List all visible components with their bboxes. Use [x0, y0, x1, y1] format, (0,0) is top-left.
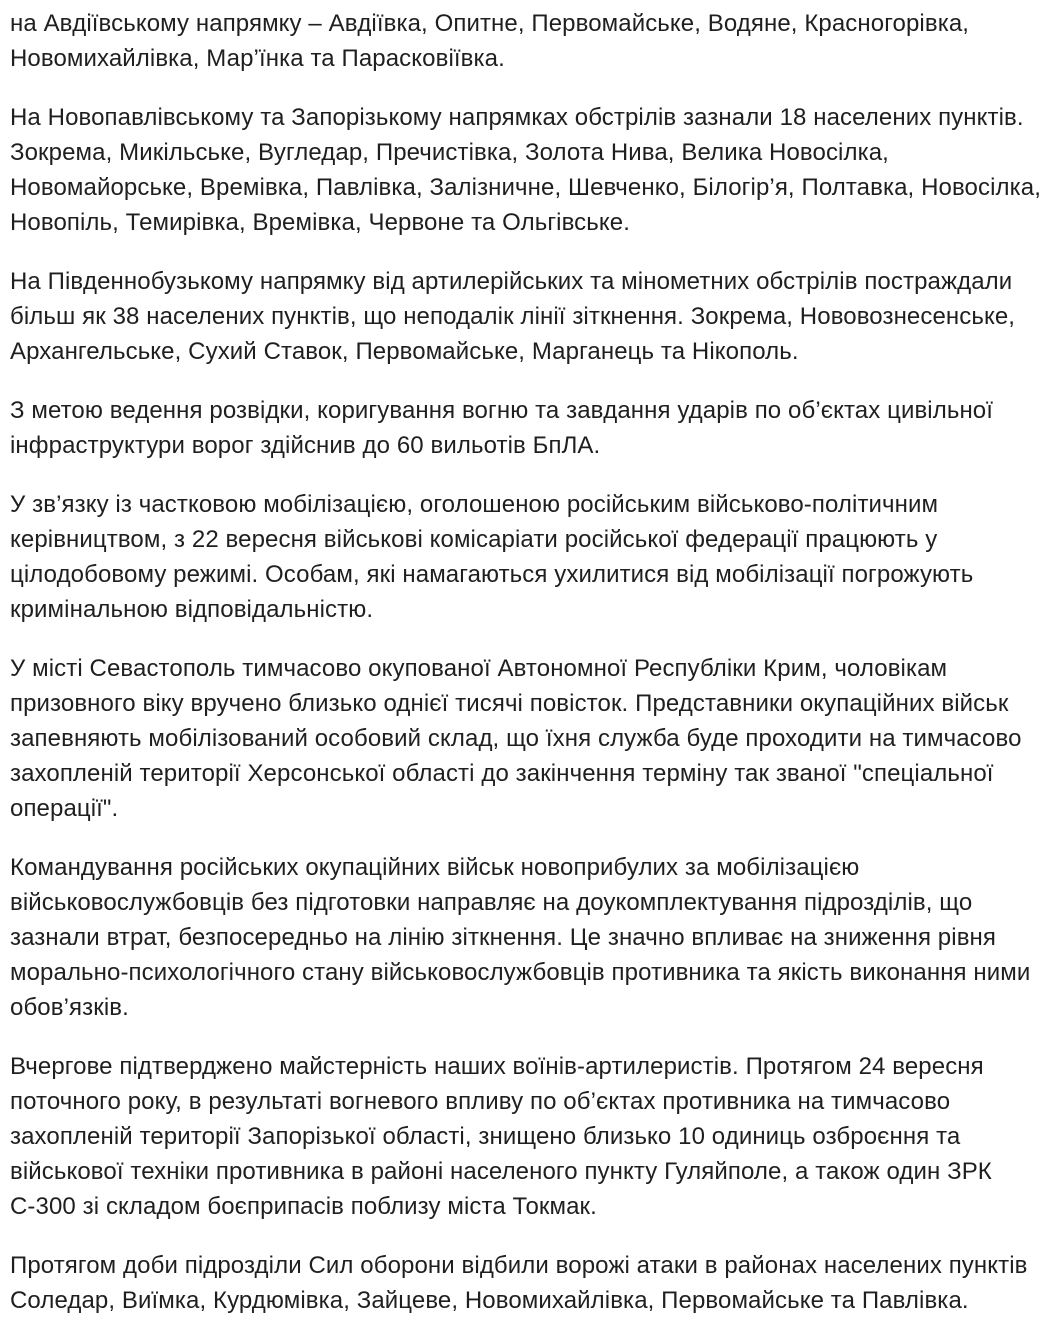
paragraph-pivdennobuzkyi-direction: На Південнобузькому напрямку від артилерійських та мінометних обстрілів постраждали більш як 38 населених пунктів, що неподалік лінії зіткнення. Зокрема, Нововознесенське, Архангельське, Сухий Ставок, Первомайське, Марганець та Нікополь. — [10, 268, 1016, 365]
paragraph-avdiivka-direction: на Авдіївському напрямку – Авдіївка, Опитне, Первомайське, Водяне, Красногорівка, Новомихайлівка, Мар’їнка та Парасковіївка. — [10, 10, 970, 72]
paragraph-partial-mobilization: У зв’язку із частковою мобілізацією, оголошеною російським військово-політичним керівництвом, з 22 вересня військові комісаріати російської федерації працюють у цілодобовому режимі. Особам, які намагаються ухилитися від мобілізації погрожують кримінальною відповідальністю. — [10, 491, 974, 623]
paragraph-novopavlivske-zaporizhzhia-direction: На Новопавлівському та Запорізькому напрямках обстрілів зазнали 18 населених пунктів. Зокрема, Микільське, Вугледар, Пречистівка, Золота Нива, Велика Новосілка, Новомайорське, Времівка, Павлівка, Залізничне, Шевченко, Білогір’я, Полтавка, Новосілка, Новопіль, Темирівка, Времівка, Червоне та Ольгівське. — [10, 104, 1041, 236]
paragraph-sevastopol-draft-notices: У місті Севастополь тимчасово окупованої Автономної Республіки Крим, чоловікам призовного віку вручено близько однієї тисячі повісток. Представники окупаційних військ запевняють мобілізований особовий склад, що їхня служба буде проходити на тимчасово захопленій території Херсонської області до закінчення терміну так званої "спеціальної операції". — [10, 655, 1022, 822]
paragraph-repelled-attacks: Протягом доби підрозділи Сил оборони відбили ворожі атаки в районах населених пунктів Соледар, Виїмка, Курдюмівка, Зайцеве, Новомихайлівка, Первомайське та Павлівка. — [10, 1252, 1028, 1314]
paragraph-untrained-reinforcements: Командування російських окупаційних військ новоприбулих за мобілізацією військовослужбовців без підготовки направляє на доукомплектування підрозділів, що зазнали втрат, безпосередньо на лінію зіткнення. Це значно впливає на зниження рівня морально-психологічного стану військовослужбовців противника та якість виконання ними обов’язків. — [10, 854, 1031, 1021]
paragraph-artillery-strikes-results: Вчергове підтверджено майстерність наших воїнів-артилеристів. Протягом 24 вересня поточного року, в результаті вогневого впливу по об’єктах противника на тимчасово захопленій території Запорізької області, знищено близько 10 одиниць озброєння та військової техніки противника в районі населеного пункту Гуляйполе, а також один ЗРК С-300 зі складом боєприпасів поблизу міста Токмак. — [10, 1053, 992, 1220]
paragraph-uav-sorties: З метою ведення розвідки, коригування вогню та завдання ударів по об’єктах цивільної інфраструктури ворог здійснив до 60 вильотів БпЛА. — [10, 397, 994, 459]
